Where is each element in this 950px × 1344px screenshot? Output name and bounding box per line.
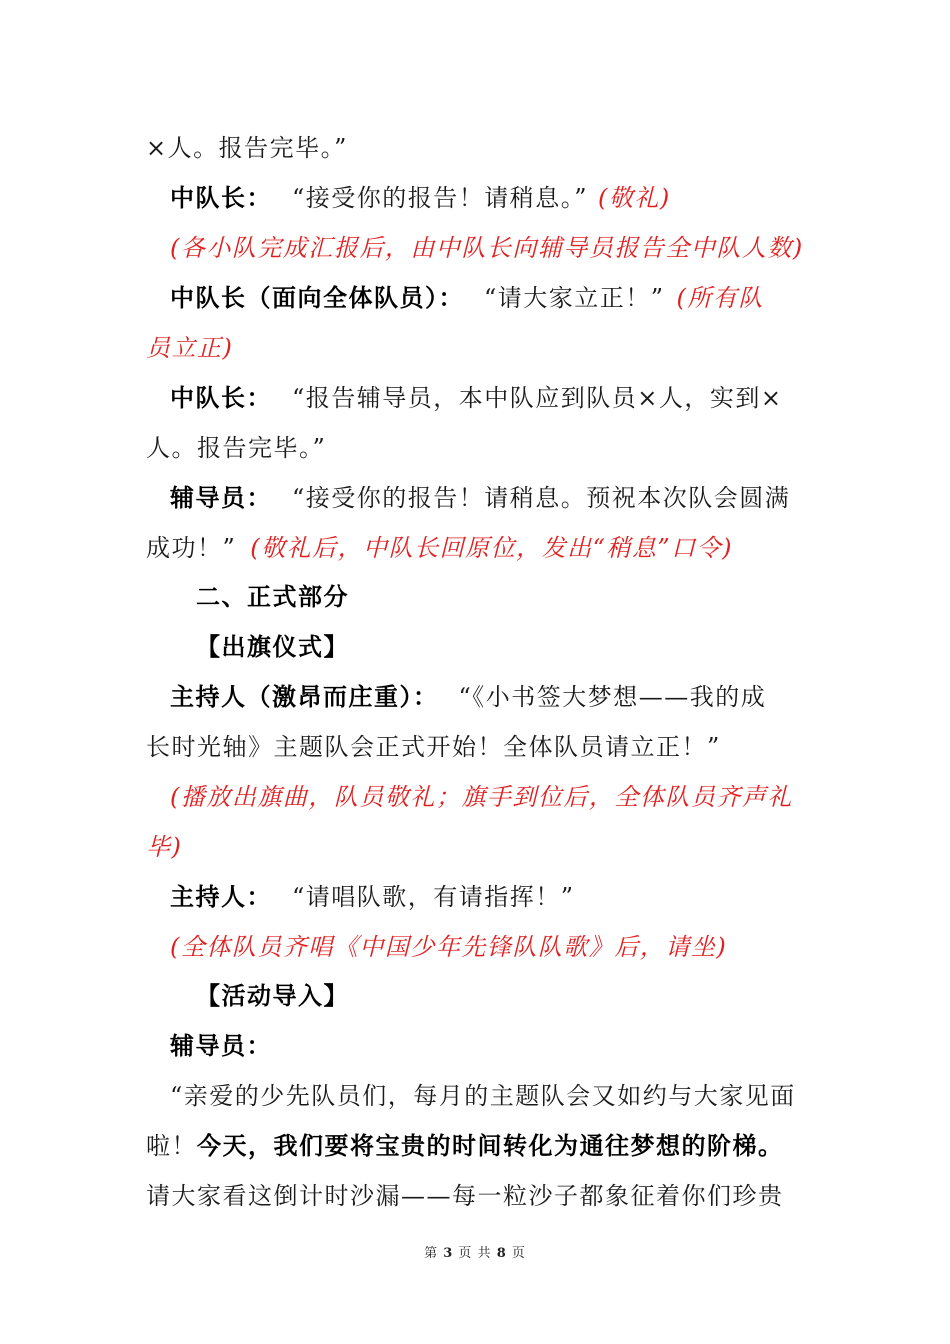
dialogue-text: “《小书签大梦想——我的成 [458,683,767,711]
dialogue-line [0,282,950,314]
subsection-title: 【出旗仪式】 [196,633,349,661]
stage-direction-line [0,831,950,863]
stage-direction: 员立正) [146,334,234,362]
dialogue-line [0,382,950,414]
speaker-label: 主持人（激昂而庄重）： [170,683,439,711]
paragraph-line [0,1080,950,1112]
speaker-label: 中队长： [170,384,272,412]
emphasized-text: 今天，我们要将宝贵的时间转化为通往梦想的阶梯。 [197,1132,784,1160]
subsection-heading [0,980,950,1012]
footer-suffix: 页 [511,1246,526,1261]
subsection-heading [0,631,950,663]
stage-direction: 毕) [146,833,183,861]
dialogue-text: “请唱队歌，有请指挥！” [292,883,575,911]
stage-direction: (敬礼) [598,184,671,212]
dialogue-text: 人。报告完毕。” [146,434,327,462]
paragraph-line [0,432,950,464]
dialogue-text: “接受你的报告！请稍息。” [292,184,589,212]
section-heading [0,581,950,613]
speaker-label: 辅导员： [170,1032,272,1060]
dialogue-text: “接受你的报告！请稍息。预祝本次队会圆满 [292,484,791,512]
stage-direction: (敬礼后，中队长回原位，发出“稍息”口令) [250,534,734,562]
dialogue-line [0,182,950,214]
dialogue-line [0,881,950,913]
stage-direction: (全体队员齐唱《中国少年先锋队队歌》后，请坐) [170,933,728,961]
dialogue-text: 啦！ [146,1132,197,1160]
footer-mid: 页 共 [458,1246,492,1261]
stage-direction-line [0,332,950,364]
stage-direction-line [0,781,950,813]
dialogue-text: “请大家立正！” [484,284,665,312]
dialogue-line [0,482,950,514]
speaker-label: 辅导员： [170,484,272,512]
stage-direction-line [0,232,950,264]
section-title: 二、正式部分 [196,583,349,611]
footer-prefix: 第 [424,1246,439,1261]
speaker-label: 中队长（面向全体队员）： [170,284,464,312]
dialogue-text: 请大家看这倒计时沙漏——每一粒沙子都象征着你们珍贵 [146,1182,784,1210]
dialogue-text: “报告辅导员，本中队应到队员×人，实到× [292,384,783,412]
stage-direction: (各小队完成汇报后，由中队长向辅导员报告全中队人数) [170,234,804,262]
stage-direction: (播放出旗曲，队员敬礼；旗手到位后，全体队员齐声礼 [170,783,793,811]
subsection-title: 【活动导入】 [196,982,349,1010]
dialogue-line [0,1030,950,1062]
paragraph-line [0,1180,950,1212]
paragraph-line [0,132,950,164]
stage-direction-line [0,931,950,963]
total-page-count: 8 [496,1246,507,1261]
dialogue-line [0,681,950,713]
current-page-number: 3 [443,1246,454,1261]
dialogue-text: ×人。报告完毕。” [146,134,348,162]
dialogue-text: 长时光轴》主题队会正式开始！全体队员请立正！” [146,733,721,761]
dialogue-line [0,532,950,564]
dialogue-text: “亲爱的少先队员们，每月的主题队会又如约与大家见面 [170,1082,796,1110]
page-footer [0,1244,950,1264]
dialogue-text: 成功！” [146,534,237,562]
speaker-label: 主持人： [170,883,272,911]
paragraph-line [0,731,950,763]
paragraph-line [0,1130,950,1162]
stage-direction: (所有队 [676,284,764,312]
speaker-label: 中队长： [170,184,272,212]
